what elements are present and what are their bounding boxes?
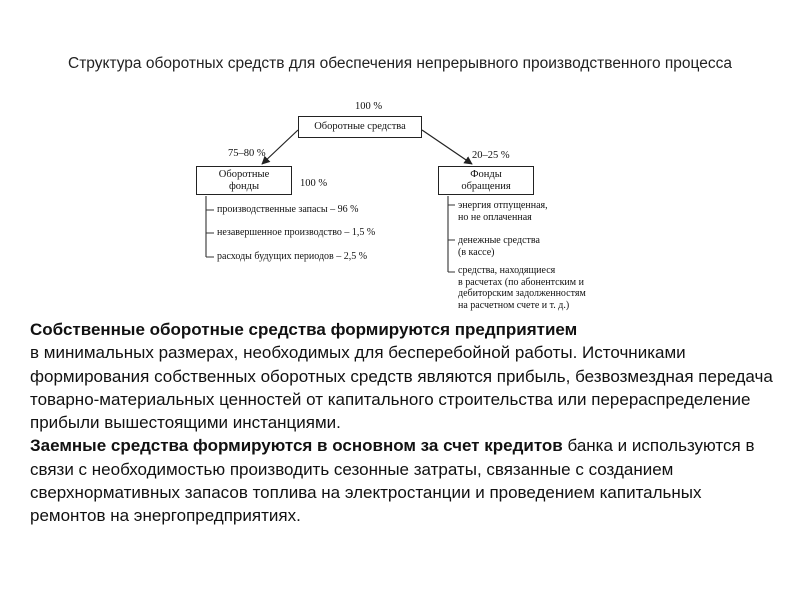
right-item bbox=[458, 265, 586, 311]
right-label-line2: обращения bbox=[461, 180, 511, 192]
body-text bbox=[30, 318, 780, 528]
left-percent: 75–80 % bbox=[228, 148, 266, 159]
left-item: производственные запасы – 96 % bbox=[217, 204, 359, 215]
left-box bbox=[196, 166, 292, 195]
right-item bbox=[458, 235, 540, 258]
right-item-line: дебиторским задолженностям bbox=[458, 288, 586, 299]
right-item-line: но не оплаченная bbox=[458, 211, 532, 223]
borrowed-funds-text: банка и используются в связи с необходимостью производить сезонные затраты, связанные с созданием сверхнормативных запасов топлива на электростанции и проведением капитальных ремонтов на энергопредприятиях. bbox=[30, 436, 755, 526]
right-item-line: энергия отпущенная, bbox=[458, 200, 548, 211]
arrow-to-right bbox=[422, 130, 472, 164]
right-item-line: денежные средства bbox=[458, 235, 540, 246]
root-box bbox=[298, 116, 422, 138]
right-bracket bbox=[448, 196, 455, 272]
left-bracket bbox=[206, 196, 214, 257]
slide-title: Структура оборотных средств для обеспечения непрерывного производственного процесса bbox=[68, 55, 732, 72]
right-label-line1: Фонды bbox=[470, 168, 502, 180]
borrowed-funds-heading: Заемные средства формируются в основном за счет кредитов bbox=[30, 436, 563, 456]
right-item-line: на расчетном счете и т. д.) bbox=[458, 299, 570, 311]
arrow-to-left bbox=[262, 130, 298, 164]
right-percent: 20–25 % bbox=[472, 150, 510, 161]
left-sub-percent: 100 % bbox=[300, 178, 328, 189]
left-item: расходы будущих периодов – 2,5 % bbox=[217, 251, 368, 262]
left-label-line2: фонды bbox=[228, 180, 260, 192]
right-item bbox=[458, 200, 548, 223]
left-item: незавершенное производство – 1,5 % bbox=[217, 227, 376, 238]
root-label: Оборотные средства bbox=[314, 121, 406, 132]
paragraph-borrowed-funds bbox=[30, 434, 780, 527]
right-item-line: в расчетах (по абонентским и bbox=[458, 276, 584, 288]
left-label-line1: Оборотные bbox=[218, 168, 270, 180]
root-percent: 100 % bbox=[355, 101, 383, 112]
right-item-line: (в кассе) bbox=[458, 246, 495, 258]
paragraph-own-funds bbox=[30, 318, 780, 434]
own-funds-text: в минимальных размерах, необходимых для бесперебойной работы. Источниками формирования собственных оборотных средств являются прибыль, безвозмездная передача товарно-материальных ценностей от капитального строительства или перераспределение прибыли вышестоящими инстанциями. bbox=[30, 343, 773, 433]
right-box bbox=[438, 166, 534, 195]
right-item-line: средства, находящиеся bbox=[458, 265, 556, 276]
own-funds-heading: Собственные оборотные средства формируются предприятием bbox=[30, 320, 578, 339]
